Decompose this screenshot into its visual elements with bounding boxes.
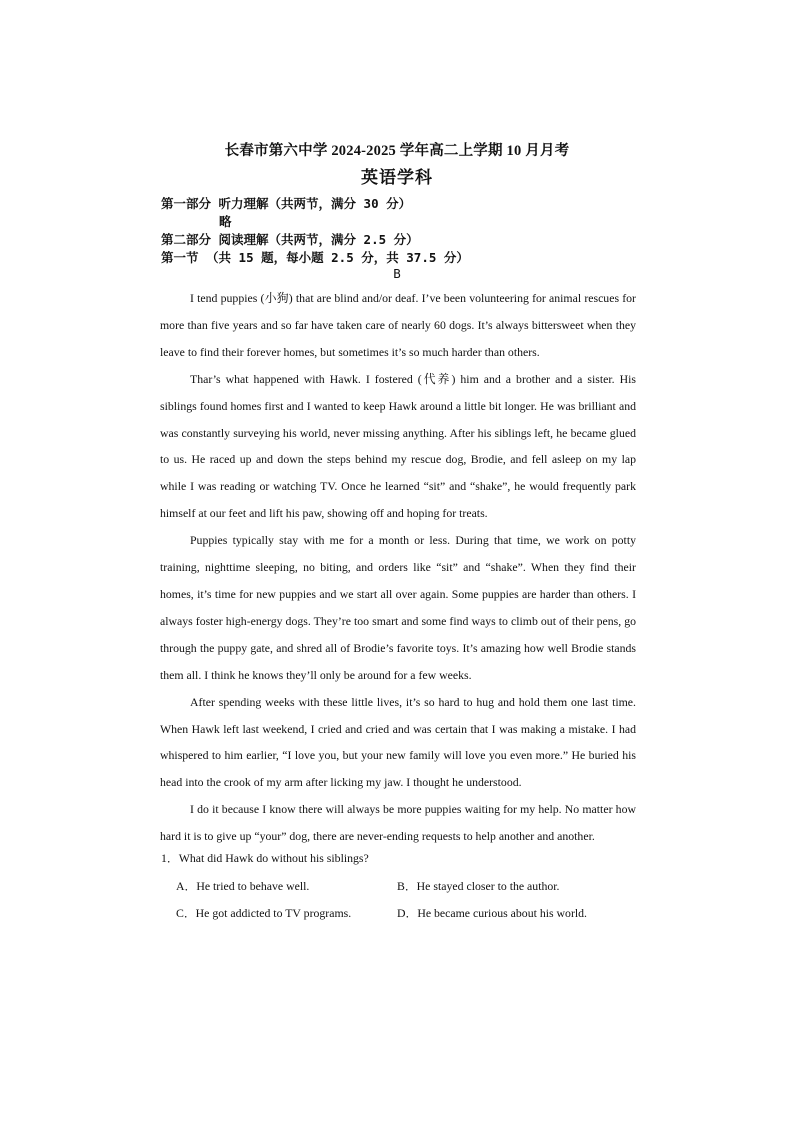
exam-title: 长春市第六中学 2024-2025 学年高二上学期 10 月月考 [224,143,570,159]
part2-heading: 第二部分 阅读理解（共两节，满分 2.5 分） [161,232,419,247]
passage-paragraph-2: Thar’s what happened with Hawk. I fostered (代养) him and a brother and a sister. His siblings found homes first and I wanted to keep Hawk around a little bit longer. He was brilliant and was constantly surveying his world, never missing anything. After his siblings left, he became glued to us. He raced up and down the steps behind my rescue dog, Brodie, and fell asleep on my lap while I was reading or watching TV. Once he learned “sit” and “shake”, he would frequently park himself at our feet and lift his paw, showing off and hoping for treats. [160,371,636,521]
option-a: A．He tried to behave well. [176,879,310,893]
part1-heading: 第一部分 听力理解（共两节，满分 30 分） [161,196,412,211]
question-stem: 1．What did Hawk do without his siblings? [161,851,369,865]
passage-paragraph-3: Puppies typically stay with me for a month or less. During that time, we work on potty training, nighttime sleeping, no biting, and orders like “sit” and “shake”. When they find their homes, it’s time for new puppies and we start all over again. Some puppies are harder than others. I always foster high-energy dogs. They’re too smart and some find ways to climb out of their pens, go through the puppy gate, and shred all of Brodie’s favorite toys. It’s amazing how well Brodie stands them all. I think he knows they’ll only be around for a few weeks. [160,533,636,682]
section1-heading: 第一节 （共 15 题，每小题 2.5 分，共 37.5 分） [161,250,469,265]
reading-passage [160,285,636,850]
part1-omitted-note: 略 [219,214,232,229]
option-b: B．He stayed closer to the author. [397,879,560,893]
passage-paragraph-5: I do it because I know there will always be more puppies waiting for my help. No matter how hard it is to give up “your” dog, there are never-ending requests to help another and another. [160,802,636,844]
passage-paragraph-1: I tend puppies (小狗) that are blind and/or deaf. I’ve been volunteering for animal rescues for more than five years and so far have taken care of nearly 60 dogs. It’s always bittersweet when they leave to find their forever homes, but sometimes it’s so much harder than others. [160,291,636,359]
passage-label: B [393,266,401,281]
subject-heading: 英语学科 [361,168,433,187]
option-d: D．He became curious about his world. [397,906,588,920]
option-c: C．He got addicted to TV programs. [176,906,352,920]
passage-paragraph-4: After spending weeks with these little lives, it’s so hard to hug and hold them one last time. When Hawk left last weekend, I cried and cried and was certain that I was making a mistake. I had whispered to him earlier, “I love you, but your new family will love you even more.” He buried his head into the crook of my arm after licking my jaw. I thought he understood. [160,694,636,790]
